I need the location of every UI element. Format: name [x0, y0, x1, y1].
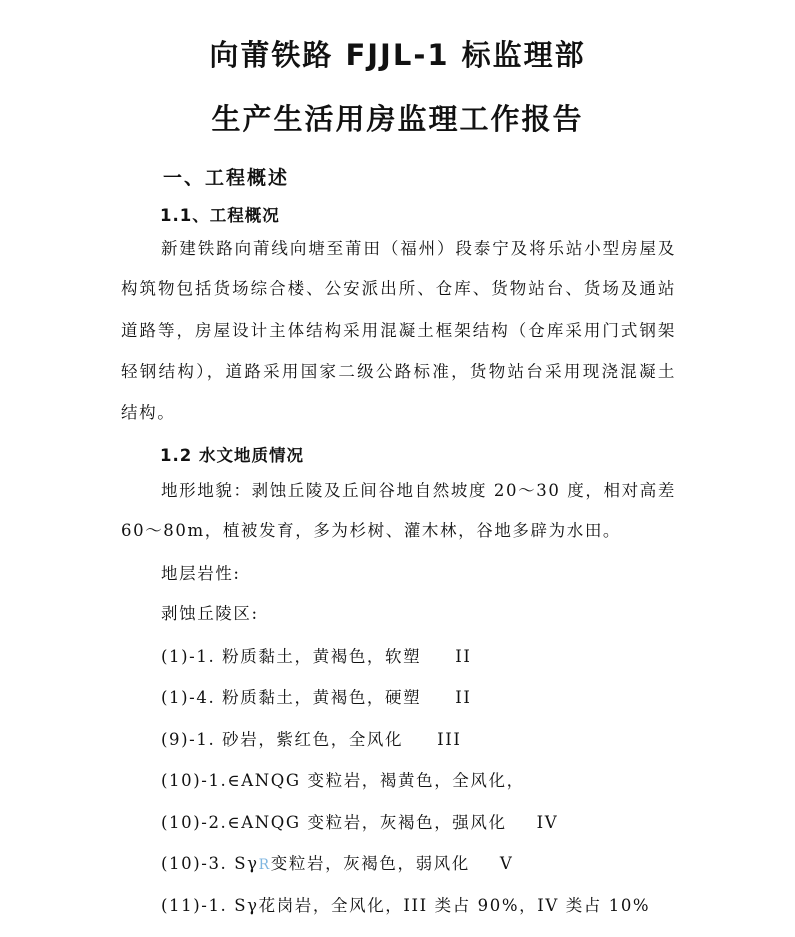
subsection-heading-project-overview: 1.1、工程概况 — [160, 206, 280, 225]
strata-item — [161, 684, 472, 708]
paragraph-line: 道路等，房屋设计主体结构采用混凝土框架结构（仓库采用门式钢架 — [121, 321, 676, 340]
strata-item — [161, 643, 472, 667]
zone-label: 剥蚀丘陵区: — [161, 604, 259, 623]
paragraph-line: 地形地貌：剥蚀丘陵及丘间谷地自然坡度 20～30 度，相对高差 — [161, 481, 676, 500]
paragraph-line: 60～80m，植被发育，多为杉树、灌木林，谷地多辟为水田。 — [121, 521, 622, 540]
strata-item — [161, 767, 525, 791]
strata-item-text: (10)-1.∈ANQG 变粒岩，褐黄色，全风化， — [161, 771, 525, 790]
strata-item-grade: IV — [536, 813, 559, 832]
strata-item-grade: II — [455, 647, 472, 666]
section-heading-overview: 一、工程概述 — [163, 167, 290, 189]
paragraph-line: 结构。 — [121, 403, 176, 422]
strata-item-grade: V — [499, 854, 514, 873]
strata-item — [161, 809, 558, 833]
strata-item-text: 变粒岩，灰褐色，弱风化 — [270, 854, 470, 873]
document-title-line-2: 生产生活用房监理工作报告 — [211, 102, 584, 136]
subsection-heading-hydro-geology: 1.2 水文地质情况 — [160, 446, 304, 465]
strata-item-text: (1)-4. 粉质黏土，黄褐色，硬塑 — [161, 688, 422, 707]
paragraph-line: 轻钢结构），道路采用国家二级公路标准，货物站台采用现浇混凝土 — [121, 362, 676, 381]
strata-item-text: (1)-1. 粉质黏土，黄褐色，软塑 — [161, 647, 422, 666]
strata-item-text: (11)-1. Sγ花岗岩，全风化，III 类占 90%，IV 类占 10% — [161, 896, 651, 915]
paragraph-line: 新建铁路向莆线向塘至莆田（福州）段泰宁及将乐站小型房屋及 — [161, 239, 676, 258]
strata-label: 地层岩性: — [161, 564, 241, 583]
strata-item-grade: III — [437, 730, 462, 749]
strata-item-text: (9)-1. 砂岩，紫红色，全风化 — [161, 730, 404, 749]
strata-item-text: (10)-2.∈ANQG 变粒岩，灰褐色，强风化 — [161, 813, 507, 832]
strata-item-text: (10)-3. Sγ — [161, 854, 259, 873]
strata-item — [161, 726, 462, 750]
strata-item — [161, 892, 650, 916]
strata-item-grade: II — [455, 688, 472, 707]
inline-marker: R — [258, 857, 271, 873]
document-title-line-1: 向莆铁路 FJJL-1 标监理部 — [209, 38, 586, 72]
paragraph-line: 构筑物包括货场综合楼、公安派出所、仓库、货物站台、货场及通站 — [121, 279, 676, 298]
strata-item — [161, 850, 513, 874]
